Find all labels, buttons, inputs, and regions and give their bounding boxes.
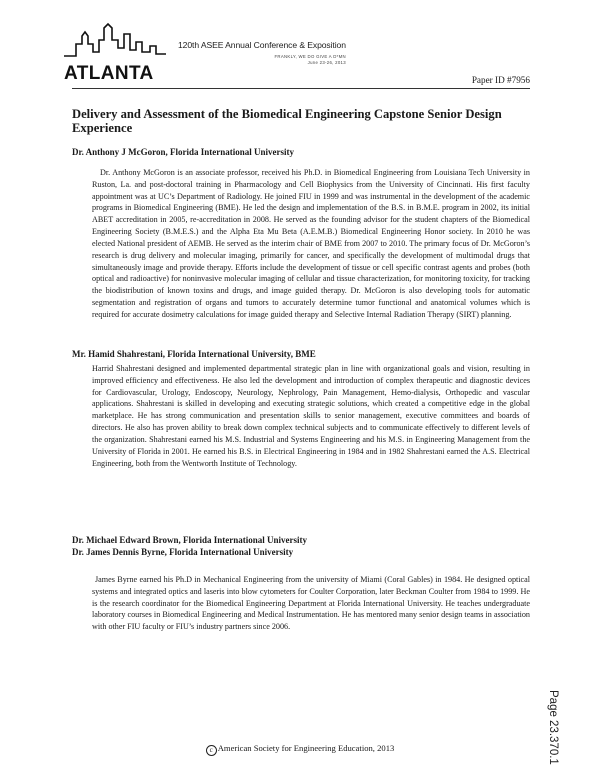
paper-id: Paper ID #7956 (471, 75, 530, 85)
author-bio: Harrid Shahrestani designed and implemented departmental strategic plan in line with organizational goals and vision, resulting in improved efficiency and effectiveness. He also led the development and introduction of complex therapeutic and diagnostic devices for Cardiovascular, Urology, Endoscopy, Neurology, Nephrology, Pain Management, Hemo-dialysis, Orthopedic and vascular applications. Shahrestani is skilled in developing and executing strategic solutions, which created a competitive edge in the global marketplace. He has strong communication and presentation skills to senior management, executive committees and boards of directors. He also has proven ability to break down complex technical subjects and to communicate effectively to different levels of the organization. Shahrestani earned his M.S. Industrial and Systems Engineering and his M.S. in Engineering Management from the University of Florida in 2001. He earned his B.S. in Electrical Engineering in 1984 and in 1982 Shahrestani earned the A.S. Electrical Engineering, both from the Wentworth Institute of Technology. (92, 364, 530, 468)
conference-logo (62, 22, 174, 82)
copyright-icon: c (206, 745, 217, 756)
author-name: Mr. Hamid Shahrestani, Florida International University, BME (72, 349, 316, 359)
conference-tagline: FRANKLY, WE DO GIVE A D*MN (274, 54, 346, 59)
atlanta-skyline-icon (62, 22, 174, 82)
conference-dates: June 23-26, 2013 (307, 60, 346, 65)
author-name: Dr. Anthony J McGoron, Florida International University (72, 147, 295, 157)
author-bio: Dr. Anthony McGoron is an associate professor, received his Ph.D. in Biomedical Engineering from Louisiana Tech University in Ruston, La. and post-doctoral training in Pharmacology and Cell Biophysics from the University of Cincinnati. His first faculty appointment was at UC’s Department of Radiology. He joined FIU in 1999 and was instrumental in the development of the academic programs in Biomedical Engineering (BME). He led the design and implementation of the B.S. in B.M.E. program in 2002, its initial ABET accreditation in 2005, re-accreditation in 2008. He served as the founding advisor for the student chapters of the Biomedical Engineering Society (B.M.E.S.) and the Alpha Eta Mu Beta (A.E.M.B.) Biomedical Engineering Honor society. In 2010 he was elected National president of AEMB. He served as the interim chair of BME from 2007 to 2010. The primary focus of Dr. McGoron’s research is drug delivery and molecular imaging, primarily for cancer, and specifically the development of multimodal drugs that simultaneously image and provide therapy. Efforts include the development of tissue or cell specific contrast agents and probes (both optical and radioactive) for noninvasive molecular imaging of cellular and tissue characterization, for monitoring toxicity, for tracking the biodistribution of known toxins and drugs, and image guided therapy. Dr. McGoron is also developing tools for automatic segmentation and registration of organs and tumors to accurately determine tumor functional and anatomical volumes which is required for accurate dosimetry calculations for image guided therapy and Selective Internal Radiation Therapy (SIRT) planning. (92, 168, 530, 319)
header-rule (72, 88, 530, 89)
footer (0, 743, 600, 756)
page-number: Page 23.370.1 (547, 690, 559, 765)
conference-title: 120th ASEE Annual Conference & Exposition (178, 40, 346, 50)
logo-text: ATLANTA (64, 63, 154, 82)
author-name: Dr. James Dennis Byrne, Florida International University (72, 547, 294, 557)
author-bio: James Byrne earned his Ph.D in Mechanical Engineering from the university of Miami (Coral Gables) in 1984. He designed optical systems and integrated optics and laseris into blow cytometers for Coulter Corporation, later Beckman Coulter from 1984 to 1999. He is the research coordinator for the Biomedical Engineering Department at Florida International University. He teaches undergraduate laboratory courses in Biomedical Engineering and Medical Instrumentation. He has mentored many senior design teams in association with other FIU faculty or FIU’s industry partners since 2006. (92, 575, 530, 632)
conference-info (178, 40, 346, 66)
author-name: Dr. Michael Edward Brown, Florida International University (72, 535, 308, 545)
copyright-text: American Society for Engineering Education, 2013 (217, 743, 395, 753)
paper-title: Delivery and Assessment of the Biomedical Engineering Capstone Senior Design Experience (72, 107, 502, 135)
